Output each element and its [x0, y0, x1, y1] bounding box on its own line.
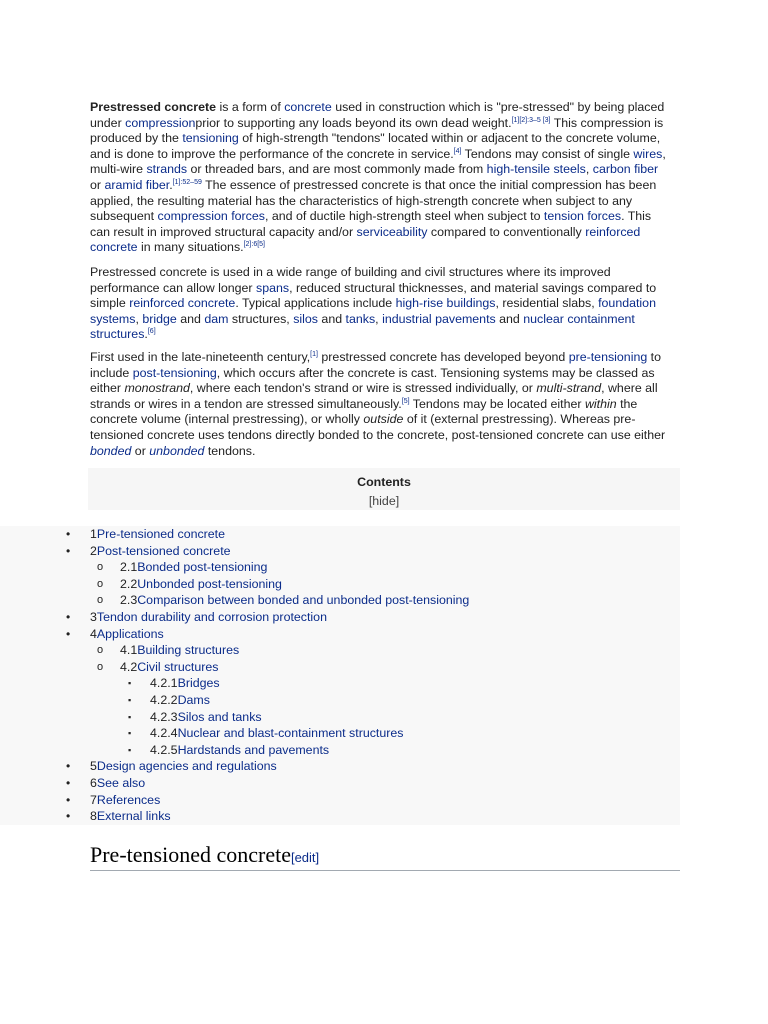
list-bullet-icon: •: [66, 543, 71, 558]
toc-entry[interactable]: [90, 543, 231, 560]
toc-number: 6: [90, 775, 97, 790]
toc-item[interactable]: [0, 758, 680, 775]
wiki-link[interactable]: nuclear containment structures: [90, 311, 635, 342]
toc-number: 4.2.2: [150, 692, 178, 707]
toc-number: 2.3: [120, 593, 138, 608]
wiki-link[interactable]: industrial pavements: [382, 311, 496, 326]
toc-entry[interactable]: [120, 559, 267, 576]
wiki-link[interactable]: serviceability: [356, 224, 428, 239]
toc-link[interactable]: Bridges: [177, 676, 220, 691]
toc-link[interactable]: Building structures: [137, 643, 240, 658]
toc-entry[interactable]: [90, 775, 145, 792]
toc-item[interactable]: [0, 808, 680, 825]
toc-number: 8: [90, 809, 97, 824]
toc-item[interactable]: [0, 526, 680, 543]
list-bullet-icon: ▪: [128, 694, 132, 705]
toc-number: 4.2.1: [150, 676, 178, 691]
wiki-link[interactable]: post-tensioning: [132, 365, 217, 380]
toc-number: 4.1: [120, 643, 138, 658]
toc-link[interactable]: Hardstands and pavements: [177, 742, 330, 757]
toc-item[interactable]: [0, 692, 680, 709]
toc-hide-toggle[interactable]: [hide]: [368, 494, 400, 508]
toc-entry[interactable]: [120, 592, 469, 609]
toc-item[interactable]: [0, 609, 680, 626]
toc-number: 4: [90, 626, 97, 641]
list-bullet-icon: ▪: [128, 711, 132, 722]
intro-paragraph-2: Prestressed concrete is used in a wide range of building and civil structures where its improved performance can allow longer spans, reduced structural thicknesses, and material savings compared to simple reinforced concrete. Typical applications include high-rise buildings, residential slabs, foundation systems, bridge and dam structures, silos and tanks, industrial pavements and nuclear containment structures.[6]: [90, 265, 657, 342]
list-bullet-icon: ▪: [128, 678, 132, 689]
edit-section-link[interactable]: [edit]: [290, 850, 320, 865]
toc-header: [88, 468, 680, 510]
toc-number: 4.2.4: [150, 726, 178, 741]
toc-item[interactable]: [0, 592, 680, 609]
italic-term: outside: [363, 412, 404, 427]
toc-link[interactable]: Civil structures: [137, 659, 219, 674]
toc-item[interactable]: [0, 675, 680, 692]
toc-number: 3: [90, 609, 97, 624]
toc-entry[interactable]: [150, 742, 329, 759]
toc-number: 4.2.5: [150, 742, 178, 757]
toc-item[interactable]: [0, 576, 680, 593]
toc-link[interactable]: Post-tensioned concrete: [96, 543, 231, 558]
toc-entry[interactable]: [150, 709, 262, 726]
toc-number: 1: [90, 527, 97, 541]
wiki-link[interactable]: compression forces: [157, 209, 265, 224]
toc-item[interactable]: [0, 792, 680, 809]
toc-item[interactable]: [0, 642, 680, 659]
toc-number: 4.2.3: [150, 709, 178, 724]
list-bullet-icon: •: [66, 527, 71, 541]
toc-link[interactable]: Bonded post-tensioning: [137, 560, 268, 575]
toc-number: 5: [90, 759, 97, 774]
list-bullet-icon: o: [97, 660, 104, 673]
wiki-link[interactable]: tanks: [345, 311, 376, 326]
wiki-link[interactable]: bridge: [142, 311, 177, 326]
toc-number: 2.2: [120, 576, 138, 591]
toc-item[interactable]: [0, 775, 680, 792]
article-subject-bold: Prestressed concrete: [90, 100, 217, 114]
toc-number: 2.1: [120, 560, 138, 575]
list-bullet-icon: •: [66, 792, 71, 807]
list-bullet-icon: •: [66, 775, 71, 790]
wiki-link[interactable]: strands: [146, 162, 188, 177]
toc-link[interactable]: Tendon durability and corrosion protection: [96, 609, 327, 624]
italic-term: within: [584, 396, 617, 411]
toc-entry[interactable]: [90, 792, 160, 809]
toc-entry[interactable]: [150, 692, 210, 709]
wiki-link[interactable]: high-rise buildings: [395, 296, 496, 311]
toc-link[interactable]: Design agencies and regulations: [96, 759, 277, 774]
toc-item[interactable]: [0, 543, 680, 560]
toc-item[interactable]: [0, 725, 680, 742]
toc-link[interactable]: Silos and tanks: [177, 709, 262, 724]
toc-entry[interactable]: [150, 675, 220, 692]
list-bullet-icon: •: [66, 809, 71, 824]
wiki-link[interactable]: reinforced concrete: [129, 296, 236, 311]
toc-entry[interactable]: [90, 758, 277, 775]
wiki-link[interactable]: tensioning: [182, 131, 239, 146]
toc-item[interactable]: [0, 709, 680, 726]
list-bullet-icon: •: [66, 626, 71, 641]
toc-entry[interactable]: [90, 626, 164, 643]
wiki-link[interactable]: unbonded: [149, 443, 205, 458]
citation-ref[interactable]: [4]: [453, 147, 462, 155]
toc-link[interactable]: External links: [96, 809, 171, 824]
section-heading: [90, 842, 680, 871]
wiki-link[interactable]: wires: [633, 146, 663, 161]
list-bullet-icon: o: [97, 561, 104, 574]
italic-term: multi-strand: [536, 381, 602, 396]
toc-entry[interactable]: [120, 576, 282, 593]
list-bullet-icon: ▪: [128, 728, 132, 739]
list-bullet-icon: o: [97, 577, 104, 590]
toc-link[interactable]: See also: [96, 775, 146, 790]
wiki-link[interactable]: high-tensile steels: [486, 162, 586, 177]
list-bullet-icon: o: [97, 594, 104, 607]
list-bullet-icon: •: [66, 609, 71, 624]
wiki-link[interactable]: pre-tensioning: [568, 350, 648, 364]
citation-ref[interactable]: [2]:6[5]: [243, 241, 265, 249]
toc-number: 4.2: [120, 659, 138, 674]
wiki-link[interactable]: spans: [256, 280, 290, 295]
citation-ref[interactable]: [1]: [310, 350, 318, 358]
citation-ref[interactable]: [1]:52–59: [172, 178, 202, 186]
wiki-link[interactable]: carbon fiber: [592, 162, 659, 177]
list-bullet-icon: •: [66, 759, 71, 774]
wiki-link[interactable]: aramid fiber: [104, 177, 170, 192]
toc-entry[interactable]: [150, 725, 403, 742]
citation-ref[interactable]: [1][2]:3–5 [3]: [511, 116, 551, 124]
list-bullet-icon: ▪: [128, 744, 132, 755]
wiki-link[interactable]: bonded: [90, 443, 132, 458]
section-heading-text: Pre-tensioned concrete: [90, 842, 291, 867]
wiki-link[interactable]: compression: [125, 115, 196, 130]
toc-entry[interactable]: [120, 659, 218, 676]
toc-title: Contents: [357, 475, 411, 489]
list-bullet-icon: o: [97, 644, 104, 657]
toc-link[interactable]: Dams: [177, 692, 210, 707]
toc-link[interactable]: Unbonded post-tensioning: [137, 576, 282, 591]
toc-item[interactable]: [0, 659, 680, 676]
toc-item[interactable]: [0, 559, 680, 576]
toc-number: 2: [90, 543, 97, 558]
toc-entry[interactable]: [90, 609, 327, 626]
toc-entry[interactable]: [90, 526, 225, 543]
wiki-link[interactable]: tension forces: [543, 209, 622, 224]
wiki-link[interactable]: foundation systems: [90, 296, 656, 326]
toc-link[interactable]: Comparison between bonded and unbonded post-tensioning: [137, 593, 470, 608]
toc-entry[interactable]: [120, 642, 239, 659]
toc-link[interactable]: Pre-tensioned concrete: [96, 527, 226, 541]
citation-ref[interactable]: [5]: [401, 397, 410, 405]
table-of-contents: [0, 526, 680, 825]
toc-item[interactable]: [0, 626, 680, 643]
wiki-link[interactable]: dam: [204, 311, 229, 326]
italic-term: monostrand: [124, 381, 190, 396]
toc-entry[interactable]: [90, 808, 171, 825]
toc-link[interactable]: Applications: [96, 626, 164, 641]
toc-link[interactable]: Nuclear and blast-containment structures: [177, 726, 404, 741]
citation-ref[interactable]: [6]: [147, 328, 156, 336]
toc-number: 7: [90, 792, 97, 807]
intro-paragraph-1: Prestressed concrete is a form of concrete used in construction which is "pre-stressed" by being placed under compressionprior to supporting any loads beyond its own dead weight.[1][2]:3–5 [3] This compression is produced by the tensioning of high-strength "tendons" located within or adjacent to the concrete volume, and is done to improve the performance of the concrete in service.[4] Tendons may consist of single wires, multi-wire strands or threaded bars, and are most commonly made from high-tensile steels, carbon fiber or aramid fiber.$^{[1]:52-59}$ The essence of prestressed concrete is that once the initial compression has been applied, the resulting material has the characteristics of high-strength concrete when subject to any subsequent compression forces, and of ductile high-strength steel when subject to tension forces. This can result in improved structural capacity and/or serviceability compared to conventionally reinforced concrete in many situations.[2]:6[5]: [90, 100, 666, 255]
intro-paragraph-3: First used in the late-nineteenth century,[1] prestressed concrete has developed beyond pre-tensioning to include post-tensioning, which occurs after the concrete is cast. Tensioning systems may be classed as either monostrand, where each tendon's strand or wire is stressed individually, or multi-strand, where all strands or wires in a tendon are stressed simultaneously.[5] Tendons may be located either within the concrete volume (internal prestressing), or wholly outside of it (external prestressing). Whereas pre-tensioned concrete uses tendons directly bonded to the concrete, post-tensioned concrete can use either bonded or unbonded tendons.: [90, 350, 666, 458]
wiki-link[interactable]: concrete: [284, 100, 332, 114]
toc-link[interactable]: References: [96, 792, 161, 807]
toc-item[interactable]: [0, 742, 680, 759]
wiki-link[interactable]: silos: [293, 311, 318, 326]
wiki-link[interactable]: reinforced concrete: [90, 224, 641, 255]
